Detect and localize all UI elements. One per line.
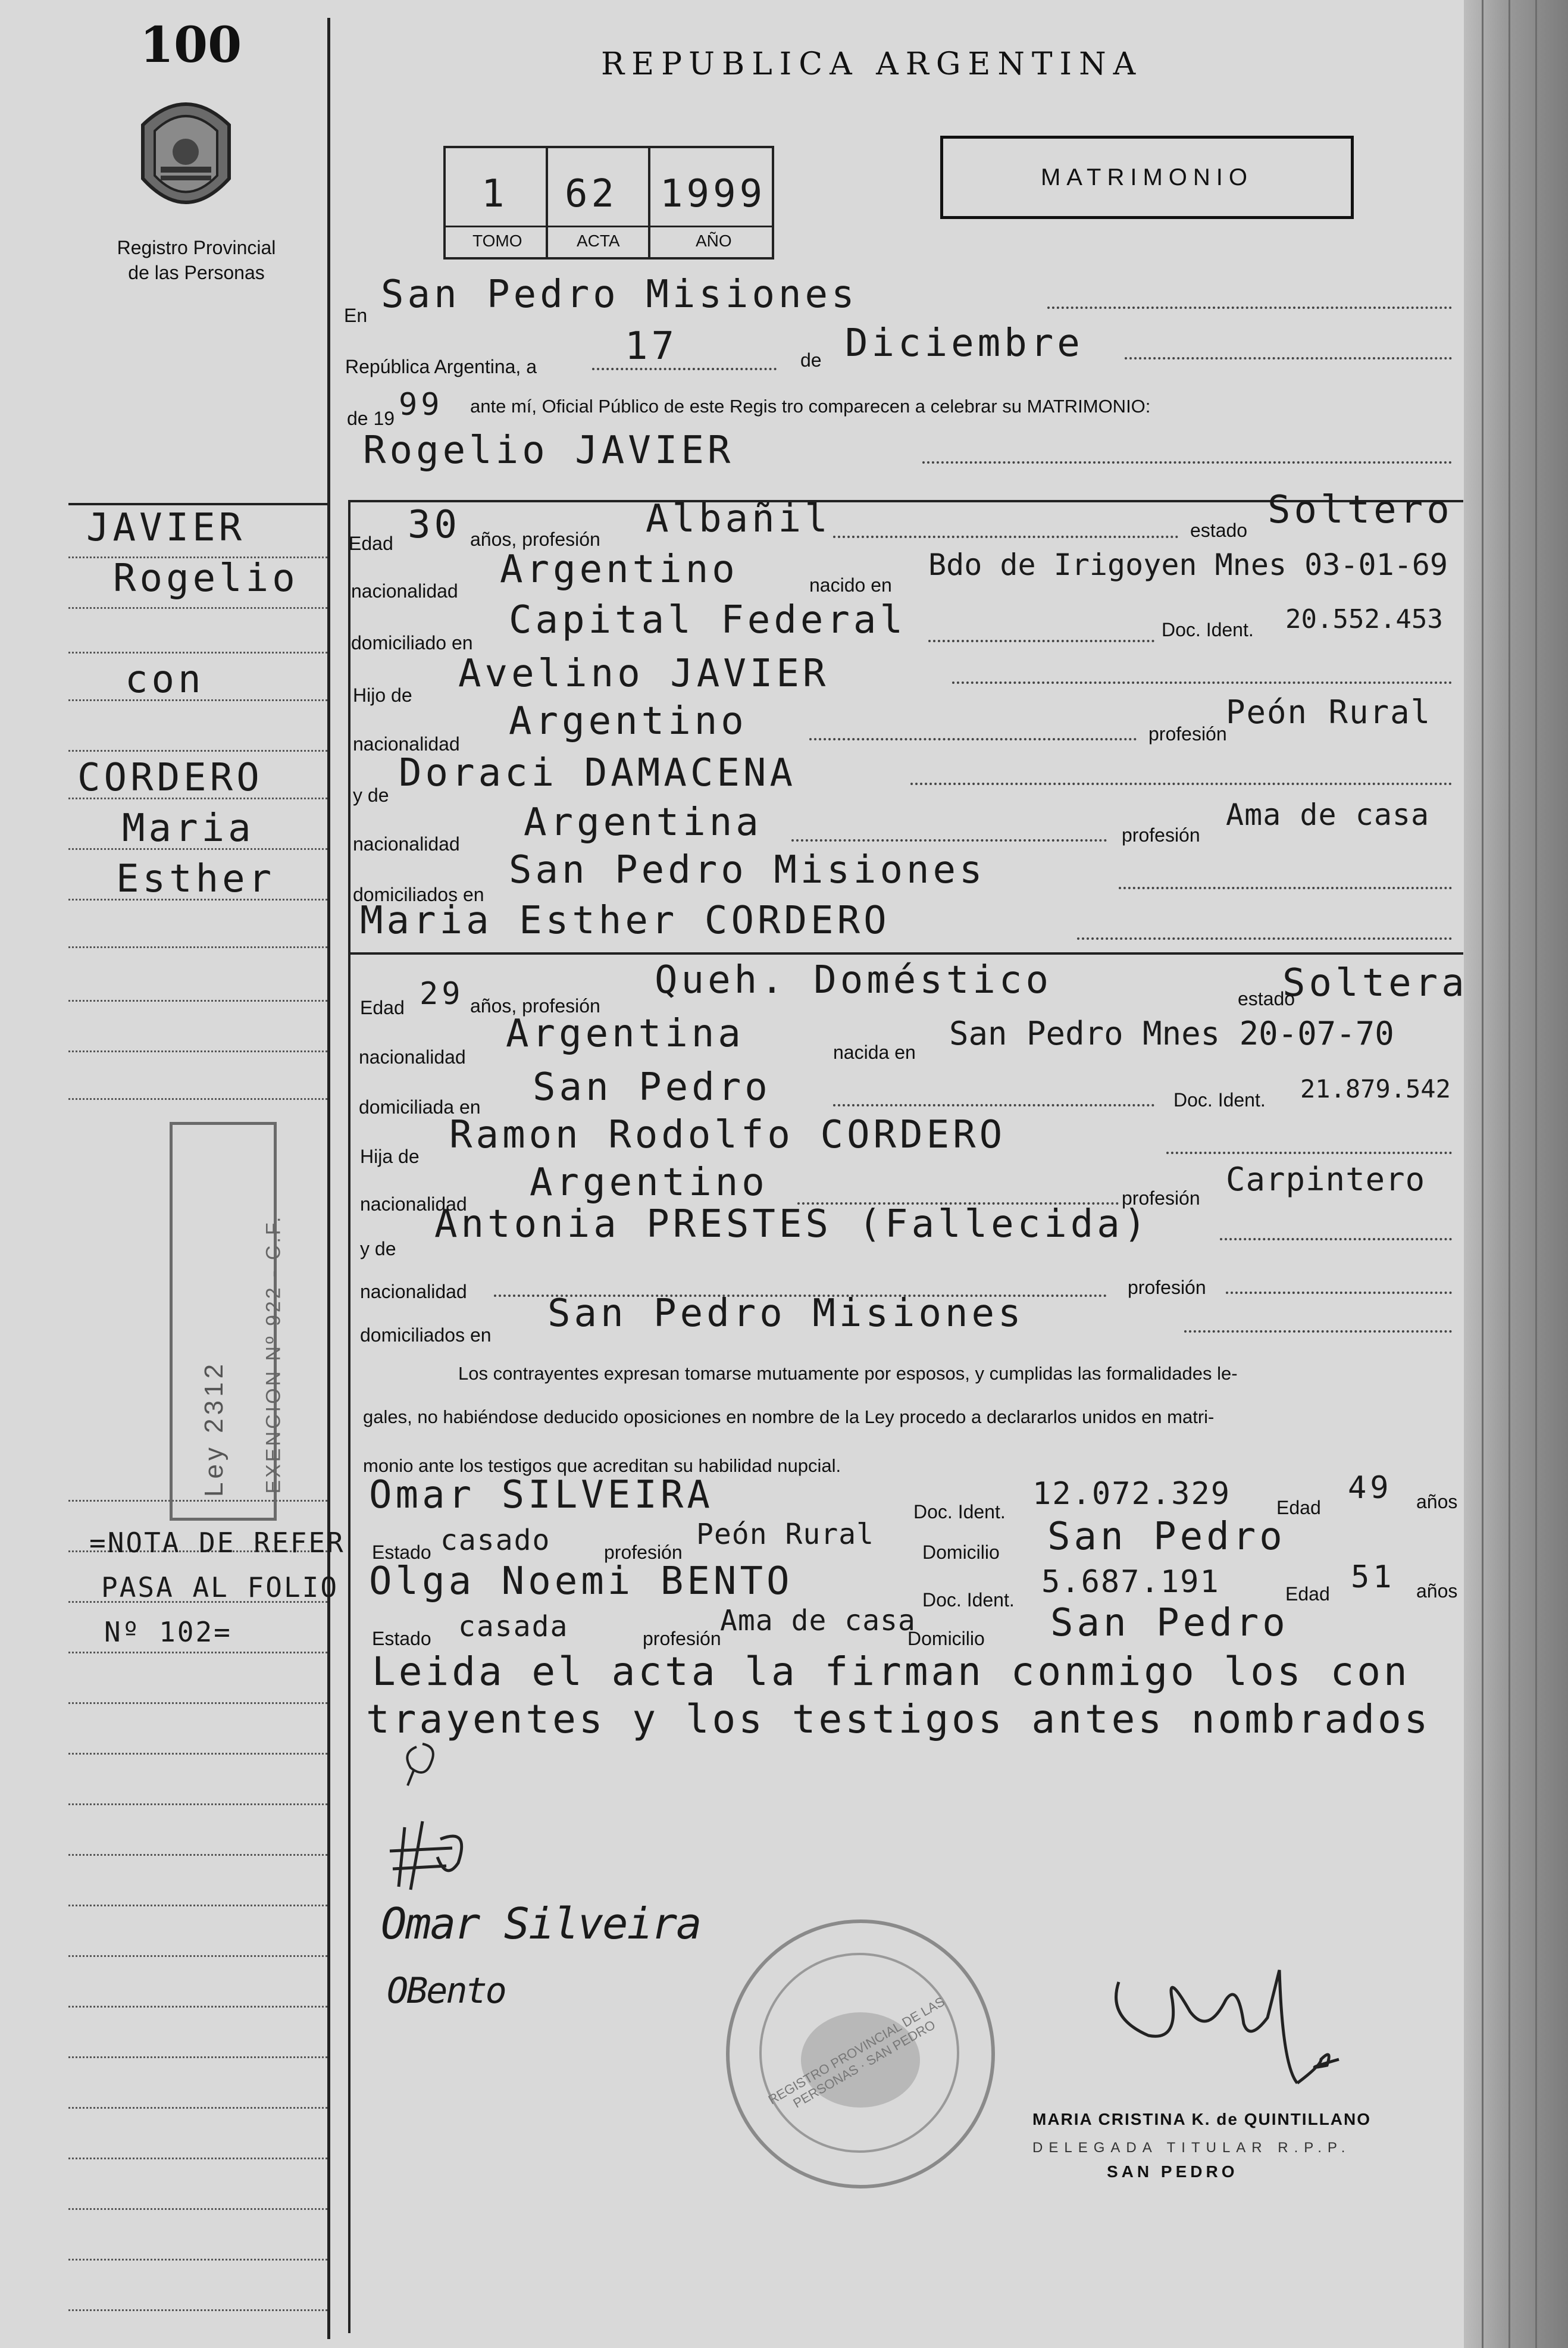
official-seal	[726, 1919, 995, 2188]
province-seal-icon	[134, 89, 238, 217]
tomo-label: TOMO	[472, 232, 522, 250]
official-title: DELEGADA TITULAR R.P.P.	[1032, 2140, 1351, 2156]
folio-number: 100	[140, 17, 242, 74]
registry-line2: de las Personas	[128, 262, 265, 283]
witness1-edad-label: Edad	[1276, 1497, 1321, 1518]
declaration-line2: gales, no habiéndose deducido oposiciones en nombre de la Ley procedo a declararlos unidos en matri-	[363, 1406, 1215, 1427]
bride-father-nat: Argentino	[530, 1161, 768, 1205]
groom-mother-prof: Ama de casa	[1226, 798, 1430, 832]
bride-domicile: San Pedro	[533, 1065, 771, 1109]
witness2-edad-label: Edad	[1285, 1583, 1330, 1605]
groom-doc-label: Doc. Ident.	[1162, 619, 1254, 640]
doc-type-box	[940, 136, 1354, 219]
witness1-dom-label: Domicilio	[922, 1542, 1000, 1563]
groom-estado-label: estado	[1190, 520, 1248, 541]
year-prefix: de 19	[347, 408, 395, 429]
witness1-age: 49	[1348, 1470, 1392, 1506]
bride-estado: Soltera	[1282, 961, 1468, 1005]
seal-text: REGISTRO PROVINCIAL DE LAS PERSONAS · SAN PEDRO	[765, 1994, 947, 2111]
witness2-prof: Ama de casa	[720, 1604, 916, 1637]
groom-doc: 20.552.453	[1285, 604, 1443, 634]
bride-mother: Antonia PRESTES (Fallecida)	[434, 1202, 1150, 1246]
marriage-month: Diciembre	[845, 321, 1084, 365]
declaration-line3: monio ante los testigos que acreditan su habilidad nupcial.	[363, 1455, 841, 1476]
margin-rule	[327, 18, 330, 2339]
bride-dom-label: domiciliada en	[359, 1096, 481, 1118]
bride-father: Ramon Rodolfo CORDERO	[449, 1113, 1006, 1157]
groom-estado: Soltero	[1267, 488, 1453, 532]
groom-father-nac-label: nacionalidad	[353, 733, 460, 755]
bride-doc-label: Doc. Ident.	[1173, 1089, 1266, 1111]
groom-hijo-label: Hijo de	[353, 684, 412, 706]
groom-nationality: Argentino	[500, 548, 738, 592]
groom-yde-label: y de	[353, 784, 389, 806]
bride-mother-nac-label: nacionalidad	[360, 1281, 467, 1302]
witness2-doc: 5.687.191	[1041, 1564, 1220, 1600]
groom-nac-label: nacionalidad	[351, 580, 458, 602]
signature-4: OBento	[387, 1970, 505, 2012]
bride-hija-label: Hija de	[360, 1146, 420, 1167]
margin-note-3: Nº 102=	[104, 1616, 232, 1648]
declaration-line1: Los contrayentes expresan tomarse mutuamente por esposos, y cumplidas las formalidades le-	[458, 1363, 1238, 1384]
witness1-estado: casado	[440, 1524, 551, 1557]
witness2-age: 51	[1351, 1559, 1395, 1595]
margin-top-rule	[68, 503, 327, 505]
marriage-place: San Pedro Misiones	[381, 273, 858, 317]
bride-father-nac-label: nacionalidad	[360, 1193, 467, 1215]
margin-name-4: CORDERO	[77, 756, 263, 800]
bride-nac-label: nacionalidad	[359, 1046, 466, 1068]
bride-nationality: Argentina	[506, 1012, 744, 1056]
groom-dom-label: domiciliado en	[351, 632, 473, 654]
bride-profession: Queh. Doméstico	[655, 958, 1052, 1002]
bride-father-prof-label: profesión	[1122, 1187, 1200, 1209]
bride-parents-domicile: San Pedro Misiones	[547, 1292, 1025, 1336]
acta-label: ACTA	[577, 232, 620, 250]
marriage-day: 17	[625, 324, 678, 368]
witness1-doc: 12.072.329	[1032, 1476, 1231, 1512]
margin-name-5: Maria	[122, 806, 255, 851]
republic-label: República Argentina, a	[345, 356, 537, 377]
groom-mother: Doraci DAMACENA	[399, 751, 796, 795]
witness2-anos-label: años	[1416, 1580, 1458, 1602]
bride-age: 29	[420, 976, 464, 1012]
groom-birthplace: Bdo de Irigoyen Mnes 03-01-69	[928, 548, 1448, 582]
official-name: MARIA CRISTINA K. de QUINTILLANO	[1032, 2110, 1372, 2128]
groom-domicile: Capital Federal	[509, 598, 906, 642]
signature-3: Omar Silveira	[381, 1899, 701, 1949]
anio-label: AÑO	[696, 232, 732, 250]
margin-name-1: JAVIER	[86, 506, 246, 550]
witness2-estado-label: Estado	[372, 1628, 431, 1649]
groom-mother-prof-label: profesión	[1122, 824, 1200, 846]
year-suffix: 99	[399, 387, 443, 423]
groom-name: Rogelio JAVIER	[363, 429, 734, 473]
stamp-line2: EXENCION Nº 922 - C.F.	[262, 1214, 285, 1494]
bride-rule	[350, 952, 1463, 955]
groom-father: Avelino JAVIER	[458, 652, 830, 696]
witness2-domicile: San Pedro	[1050, 1601, 1289, 1645]
margin-name-3: con	[125, 658, 205, 702]
witness2-prof-label: profesión	[643, 1628, 721, 1649]
margin-name-6: Esther	[116, 857, 276, 901]
bride-yde-label: y de	[360, 1238, 396, 1259]
de-label: de	[800, 349, 822, 371]
groom-mother-nac-label: nacionalidad	[353, 833, 460, 855]
official-place: SAN PEDRO	[1107, 2162, 1238, 2181]
registry-line1: Registro Provincial	[117, 237, 276, 258]
groom-mother-nat: Argentina	[524, 801, 762, 845]
groom-nacido-label: nacido en	[809, 574, 892, 596]
registry-name	[95, 235, 298, 285]
groom-age: 30	[408, 503, 461, 547]
bride-mother-prof-label: profesión	[1128, 1277, 1206, 1298]
witness1-prof: Peón Rural	[696, 1518, 874, 1551]
intro-text: ante mí, Oficial Público de este Regis tro comparecen a celebrar su MATRIMONIO:	[470, 396, 1151, 417]
bride-name: Maria Esther CORDERO	[360, 899, 890, 943]
groom-anos-label: años, profesión	[470, 529, 600, 550]
closing-line1: Leida el acta la firman conmigo los con	[372, 1649, 1410, 1694]
witness2-doc-label: Doc. Ident.	[922, 1589, 1015, 1611]
bride-doc: 21.879.542	[1300, 1074, 1451, 1103]
closing-line2: trayentes y los testigos antes nombrados	[366, 1696, 1431, 1742]
signature-2	[381, 1815, 488, 1893]
margin-name-2: Rogelio	[113, 556, 299, 601]
groom-parents-domicile: San Pedro Misiones	[509, 848, 986, 892]
inner-rule	[348, 500, 350, 2333]
bride-birthplace: San Pedro Mnes 20-07-70	[949, 1015, 1394, 1052]
witness1-domicile: San Pedro	[1047, 1515, 1286, 1559]
witness1-anos-label: años	[1416, 1491, 1458, 1512]
groom-doms-label: domiciliados en	[353, 884, 484, 905]
bride-edad-label: Edad	[360, 997, 405, 1018]
witness2-dom-label: Domicilio	[907, 1628, 985, 1649]
witness1-prof-label: profesión	[604, 1542, 683, 1563]
witness1-doc-label: Doc. Ident.	[913, 1501, 1006, 1522]
bride-nacida-label: nacida en	[833, 1042, 916, 1063]
bride-anos-label: años, profesión	[470, 995, 600, 1017]
acta-value: 62	[565, 172, 618, 216]
bride-doms-label: domiciliados en	[360, 1324, 492, 1346]
exemption-stamp	[170, 1122, 285, 1521]
signature-1	[393, 1735, 464, 1789]
groom-father-prof-label: profesión	[1148, 723, 1227, 745]
groom-edad-label: Edad	[349, 533, 393, 554]
groom-father-nat: Argentino	[509, 699, 747, 743]
bride-father-prof: Carpintero	[1226, 1161, 1426, 1198]
bride-estado-label: estado	[1238, 988, 1295, 1009]
witness2-name: Olga Noemi BENTO	[369, 1559, 793, 1603]
country-title: REPUBLICA ARGENTINA	[601, 46, 1143, 82]
doc-type: MATRIMONIO	[1040, 164, 1253, 190]
en-label: En	[344, 305, 368, 326]
book-edge	[1464, 0, 1568, 2348]
margin-note-2: PASA AL FOLIO	[101, 1571, 339, 1603]
tomo-value: 1	[481, 172, 508, 216]
margin-note-1: =NOTA DE REFER	[89, 1527, 345, 1559]
anio-value: 1999	[660, 172, 766, 216]
official-signature	[1071, 1946, 1404, 2101]
record-box	[443, 146, 774, 260]
witness1-name: Omar SILVEIRA	[369, 1473, 713, 1517]
groom-father-prof: Peón Rural	[1226, 693, 1432, 731]
stamp-line1: Ley 2312	[199, 1360, 229, 1497]
groom-profession: Albañil	[646, 497, 831, 541]
witness2-estado: casada	[458, 1610, 569, 1643]
witness1-estado-label: Estado	[372, 1542, 431, 1563]
